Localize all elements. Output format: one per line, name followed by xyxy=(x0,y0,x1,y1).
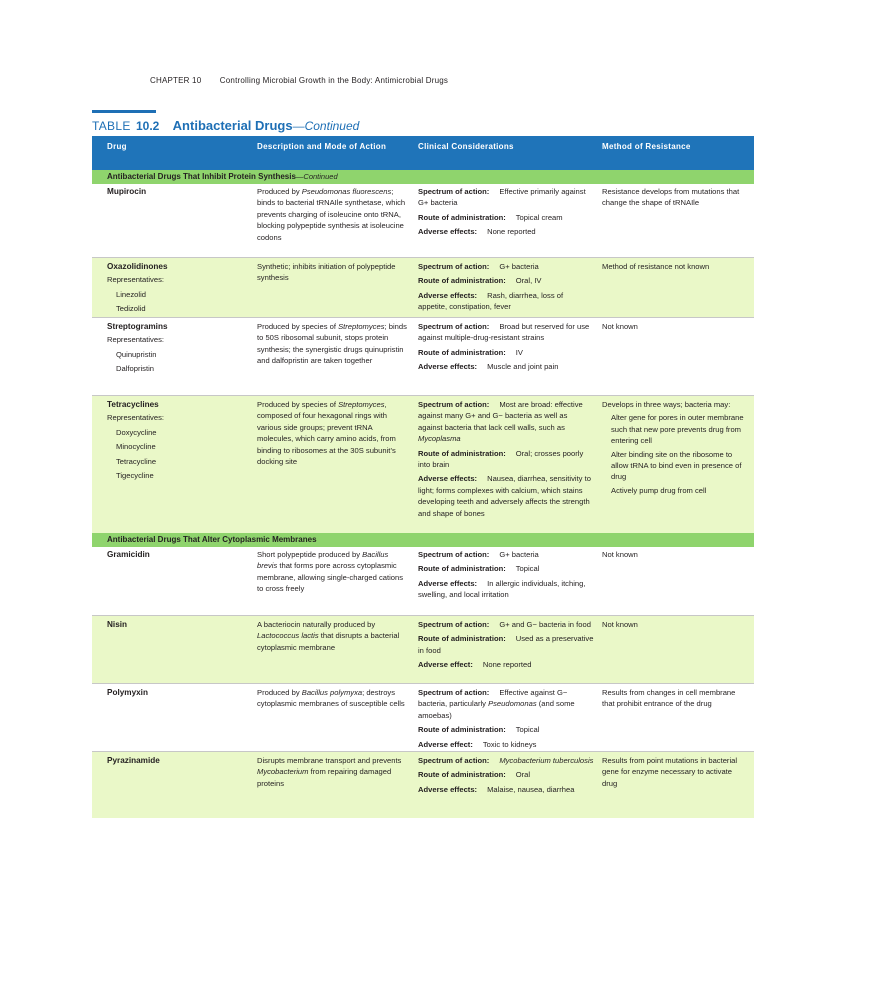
table-row-gramicidin xyxy=(92,547,754,615)
table-row-nisin xyxy=(92,615,754,683)
representatives-label: Representatives: xyxy=(107,413,164,423)
representative: Minocycline xyxy=(116,442,156,452)
clinical-considerations: Spectrum of action: Effective primarily against G+ bacteria Route of administration: Topical cream Adverse effects: None reported xyxy=(418,187,586,237)
table-row-streptogramins xyxy=(92,317,754,395)
resistance: Method of resistance not known xyxy=(602,262,710,271)
table-row-oxazolidinones xyxy=(92,257,754,317)
table-label: TABLE xyxy=(92,119,131,133)
table-number: 10.2 xyxy=(135,119,160,133)
resistance: Results from point mutations in bacterial gene for enzyme necessary to activate drug xyxy=(602,756,738,788)
resistance: Not known xyxy=(602,620,638,629)
representatives-label: Representatives: xyxy=(107,275,164,285)
table-main-title: Antibacterial Drugs xyxy=(172,118,293,133)
antibacterial-drugs-table xyxy=(92,136,754,818)
representative: Doxycycline xyxy=(116,427,157,437)
drug-name: Pyrazinamide xyxy=(107,756,160,765)
description: Produced by species of Streptomyces, composed of four hexagonal rings with various side groups; prevent tRNA molecules, which carry amino acids, from binding to ribosomes at the 30S subunit’s docking site xyxy=(257,400,396,467)
drug-name: Nisin xyxy=(107,620,128,629)
representative: Dalfopristin xyxy=(116,364,154,374)
description: Disrupts membrane transport and prevents Mycobacterium from repairing damaged proteins xyxy=(257,756,402,788)
description: Synthetic; inhibits initiation of polypeptide synthesis xyxy=(257,262,396,283)
resistance: Results from changes in cell membrane that prohibit entrance of the drug xyxy=(602,688,736,709)
resistance: Develops in three ways; bacteria may: Alter gene for pores in outer membrane such that new pore prevents drug from entering cell Alter binding site on the ribosome to allow tRNA to bind even in presence of drug Actively pump drug from cell xyxy=(602,399,754,533)
resistance-item: Alter gene for pores in outer membrane such that new pore prevents drug from entering cell xyxy=(611,413,744,446)
resistance-item: Alter binding site on the ribosome to allow tRNA to bind even in presence of drug xyxy=(611,449,742,482)
table-row-pyrazinamide xyxy=(92,751,754,818)
drug-name: Streptogramins xyxy=(107,322,168,331)
header-drug: Drug xyxy=(107,142,127,151)
description: Produced by species of Streptomyces; binds to 50S ribosomal subunit, stops protein synthesis; the synergistic drugs quinupristin and dalfopristin are taken together xyxy=(257,322,407,366)
resistance: Resistance develops from mutations that change the shape of tRNAIle xyxy=(602,187,740,208)
description: Produced by Pseudomonas fluorescens; binds to bacterial tRNAIle synthetase, which prevents charging of isoleucine onto tRNA, blocking polypeptide synthesis at isoleucine codons xyxy=(257,187,406,242)
table-title xyxy=(92,118,359,133)
drug-name: Polymyxin xyxy=(107,688,148,697)
clinical-considerations: Spectrum of action: G+ bacteria Route of administration: Topical Adverse effects: In allergic individuals, itching, swelling, and local irritation xyxy=(418,550,586,600)
section-cytoplasmic-membranes xyxy=(92,533,754,547)
table-continued: —Continued xyxy=(292,119,360,133)
description: Produced by Bacillus polymyxa; destroys cytoplasmic membranes of susceptible cells xyxy=(257,688,405,709)
clinical-considerations: Spectrum of action: G+ and G− bacteria in food Route of administration: Used as a preservative in food Adverse effect: None reported xyxy=(418,620,594,670)
section-continued: —Continued xyxy=(295,172,338,181)
description: Short polypeptide produced by Bacillus brevis that forms pore across cytoplasmic membrane, allowing single-charged cations to cross freely xyxy=(257,550,404,594)
drug-name: Oxazolidinones xyxy=(107,262,168,271)
header-resistance: Method of Resistance xyxy=(602,142,691,151)
chapter-label: CHAPTER 10 xyxy=(150,76,202,85)
drug-name: Tetracyclines xyxy=(107,400,159,409)
representatives-label: Representatives: xyxy=(107,335,164,345)
drug-name: Mupirocin xyxy=(107,187,147,196)
representative: Tetracycline xyxy=(116,456,157,466)
header-description: Description and Mode of Action xyxy=(257,142,387,151)
description: A bacteriocin naturally produced by Lactococcus lactis that disrupts a bacterial cytoplasmic membrane xyxy=(257,620,400,652)
representative: Quinupristin xyxy=(116,349,157,359)
clinical-considerations: Spectrum of action: Effective against G− bacteria, particularly Pseudomonas (and some amoebas) Route of administration: Topical Adverse effect: Toxic to kidneys xyxy=(418,688,575,749)
clinical-considerations: Spectrum of action: Most are broad: effective against many G+ and G− bacteria as well as against bacteria that lack cell walls, such as Mycoplasma Route of administration: Oral; crosses poorly into brain Adverse effects: Nausea, diarrhea, sensitivity to light; forms complexes with calcium, which stains developing teeth and adversely affects the strength and shape of bones xyxy=(418,400,591,518)
section-title: Antibacterial Drugs That Inhibit Protein Synthesis xyxy=(107,172,296,181)
header-clinical: Clinical Considerations xyxy=(418,142,514,151)
resistance: Not known xyxy=(602,550,638,559)
running-head xyxy=(150,76,448,85)
drug-name: Gramicidin xyxy=(107,550,150,559)
clinical-considerations: Spectrum of action: Broad but reserved for use against multiple-drug-resistant strains Route of administration: IV Adverse effects: Muscle and joint pain xyxy=(418,322,590,372)
table-row-mupirocin xyxy=(92,184,754,257)
table-row-polymyxin xyxy=(92,683,754,751)
section-protein-synthesis xyxy=(92,170,754,184)
clinical-considerations: Spectrum of action: G+ bacteria Route of administration: Oral, IV Adverse effects: Rash, diarrhea, loss of appetite, constipation, fever xyxy=(418,262,564,312)
representative: Tigecycline xyxy=(116,471,154,481)
chapter-title: Controlling Microbial Growth in the Body: Antimicrobial Drugs xyxy=(219,76,449,85)
title-rule xyxy=(92,110,156,113)
representative: Tedizolid xyxy=(116,304,146,314)
representative: Linezolid xyxy=(116,289,146,299)
clinical-considerations: Spectrum of action: Mycobacterium tuberculosis Route of administration: Oral Adverse effects: Malaise, nausea, diarrhea xyxy=(418,756,594,794)
table-row-tetracyclines xyxy=(92,395,754,533)
resistance: Not known xyxy=(602,322,638,331)
section-title: Antibacterial Drugs That Alter Cytoplasmic Membranes xyxy=(107,535,317,544)
resistance-item: Actively pump drug from cell xyxy=(611,485,707,495)
table-header xyxy=(92,136,754,170)
